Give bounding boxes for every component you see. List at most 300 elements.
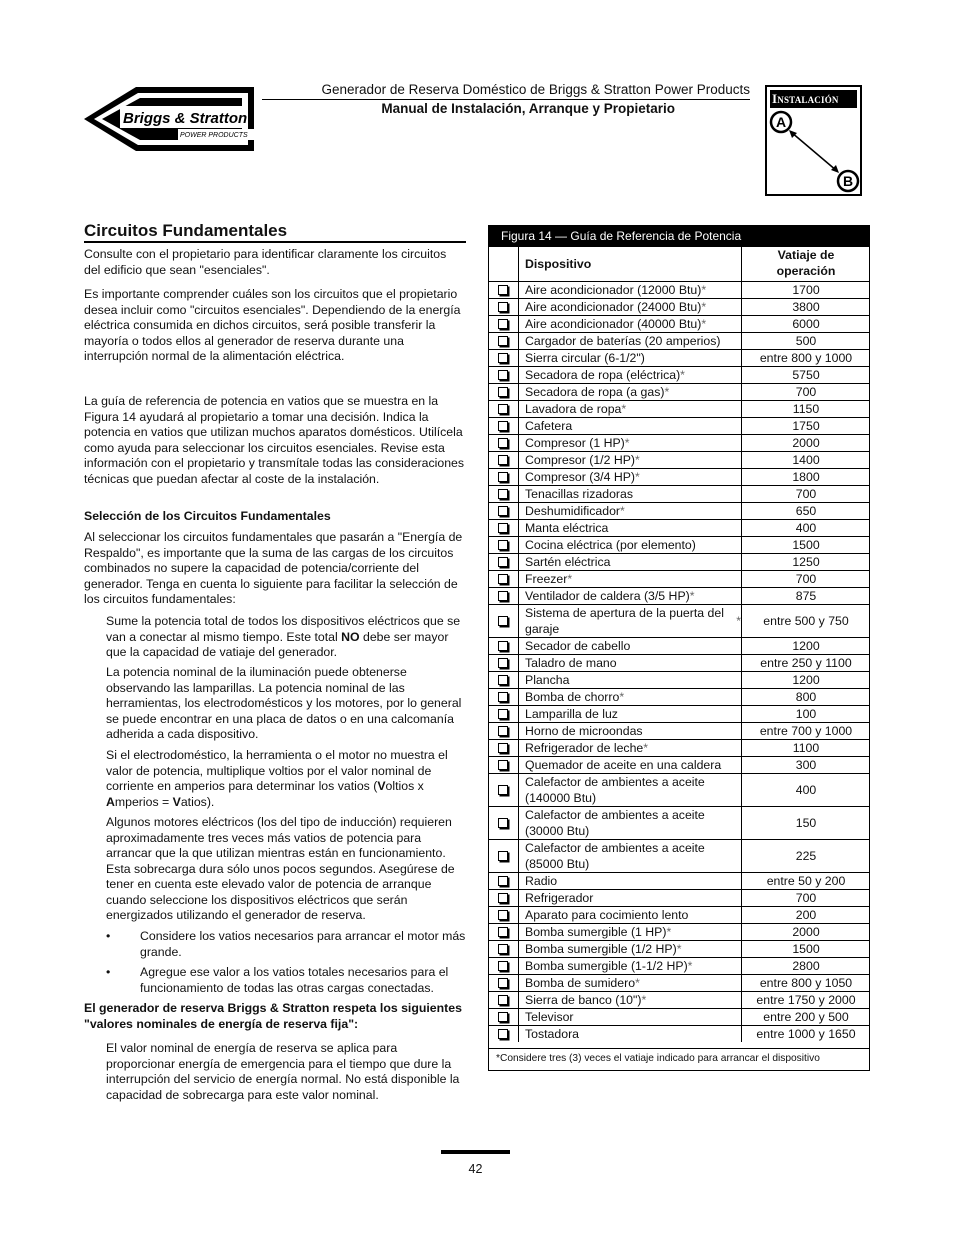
watts-cell: 700 bbox=[795, 572, 817, 586]
row-checkbox-cell bbox=[489, 774, 519, 806]
device-cell bbox=[519, 706, 742, 722]
paragraph-selection: Al seleccionar los circuitos fundamentales que pasarán a "Energía de Respaldo", es importante que la suma de las cargas de los circuitos combinados no supere la capacidad de potencia/corriente del generador. Tenga en cuenta lo siguiente para facilitar la selección de los circuitos fundamentales: bbox=[84, 530, 463, 606]
table-row bbox=[489, 974, 869, 991]
watts-cell: entre 800 y 1050 bbox=[759, 976, 853, 990]
device-name: Televisor bbox=[525, 1010, 574, 1024]
paragraph-standby-rating: El valor nominal de energía de reserva se aplica para proporcionar energía de emergencia para el tiempo que dure la interrupción del servicio de energía normal. No está disponible la capacidad de sobrecarga para este valor nominal. bbox=[106, 1041, 460, 1102]
device-cell bbox=[519, 452, 742, 468]
table-row bbox=[489, 417, 869, 434]
table-row bbox=[489, 722, 869, 739]
watts-cell: entre 1000 y 1650 bbox=[756, 1027, 856, 1041]
checkbox-icon bbox=[498, 353, 508, 363]
watts-cell: 150 bbox=[795, 816, 817, 830]
device-cell bbox=[519, 774, 742, 806]
device-name: Aire acondicionador (24000 Btu) bbox=[525, 300, 702, 314]
table-row bbox=[489, 1008, 869, 1025]
table-row bbox=[489, 1025, 869, 1042]
device-cell bbox=[519, 941, 742, 957]
checkbox-icon bbox=[498, 1029, 508, 1039]
device-name: Refrigerador bbox=[525, 891, 594, 905]
paragraph-sum-power bbox=[106, 614, 466, 661]
table-row bbox=[489, 349, 869, 366]
table-row bbox=[489, 806, 869, 839]
row-checkbox-cell bbox=[489, 588, 519, 604]
device-name: Cargador de baterías (20 amperios) bbox=[525, 334, 721, 348]
watts-cell: 875 bbox=[795, 589, 817, 603]
device-name: Bomba sumergible (1-1/2 HP) bbox=[525, 959, 688, 973]
section-title: Circuitos Fundamentales bbox=[84, 221, 288, 240]
table-row bbox=[489, 281, 869, 298]
row-checkbox-cell bbox=[489, 350, 519, 366]
table-row bbox=[489, 502, 869, 519]
device-cell bbox=[519, 299, 742, 315]
checkbox-icon bbox=[498, 910, 508, 920]
amps-initial: A bbox=[106, 794, 115, 809]
startup-asterisk: * bbox=[643, 741, 649, 755]
checkbox-icon bbox=[498, 557, 508, 567]
watts-cell: entre 700 y 1000 bbox=[759, 724, 853, 738]
device-cell bbox=[519, 807, 742, 839]
checkbox-icon bbox=[498, 726, 508, 736]
watts-cell: 2000 bbox=[792, 925, 820, 939]
device-name: Compresor (3/4 HP) bbox=[525, 470, 636, 484]
sum-power-text-b: debe ser mayor que la capacidad de vatiaje del generador. bbox=[106, 629, 449, 659]
checkbox-icon bbox=[498, 472, 508, 482]
device-name: Compresor (1 HP) bbox=[525, 436, 625, 450]
checkbox-icon bbox=[498, 658, 508, 668]
table-row bbox=[489, 906, 869, 923]
page-number-bar bbox=[441, 1150, 510, 1154]
device-cell bbox=[519, 873, 742, 889]
device-cell bbox=[519, 316, 742, 332]
briggs-stratton-logo bbox=[82, 84, 254, 154]
device-cell bbox=[519, 723, 742, 739]
checkbox-icon bbox=[498, 893, 508, 903]
row-checkbox-cell bbox=[489, 452, 519, 468]
watts-cell: 300 bbox=[795, 758, 817, 772]
watts-cell: 800 bbox=[795, 690, 817, 704]
row-checkbox-cell bbox=[489, 1026, 519, 1042]
table-row bbox=[489, 570, 869, 587]
row-checkbox-cell bbox=[489, 469, 519, 485]
watts-cell: entre 250 y 1100 bbox=[760, 656, 852, 670]
volts-amps-text-a: Si el electrodoméstico, la herramienta o el motor no muestra el valor de potencia, multiplique voltios por el valor nominal de corriente en amperios para determinar los vatios ( bbox=[106, 748, 448, 793]
device-cell bbox=[519, 1009, 742, 1025]
bullet-text: Considere los vatios necesarios para arrancar el motor más grande. bbox=[140, 929, 466, 959]
table-row bbox=[489, 400, 869, 417]
row-checkbox-cell bbox=[489, 740, 519, 756]
logo-brand-sub: POWER PRODUCTS bbox=[180, 132, 248, 139]
watts-cell: entre 200 y 500 bbox=[763, 1010, 849, 1024]
watts-cell: 5750 bbox=[792, 368, 820, 382]
table-body bbox=[489, 281, 869, 1042]
device-name: Calefactor de ambientes a aceite (85000 Btu) bbox=[525, 841, 705, 871]
checkbox-icon bbox=[498, 944, 508, 954]
table-row bbox=[489, 671, 869, 688]
checkbox-icon bbox=[498, 370, 508, 380]
row-checkbox-cell bbox=[489, 333, 519, 349]
row-checkbox-cell bbox=[489, 873, 519, 889]
startup-asterisk: * bbox=[666, 925, 672, 939]
row-checkbox-cell bbox=[489, 316, 519, 332]
row-checkbox-cell bbox=[489, 958, 519, 974]
row-checkbox-cell bbox=[489, 520, 519, 536]
device-name: Radio bbox=[525, 874, 558, 888]
bullet-dot: • bbox=[106, 965, 111, 979]
watts-cell: 700 bbox=[795, 891, 817, 905]
device-cell bbox=[519, 890, 742, 906]
table-row bbox=[489, 298, 869, 315]
header-rule bbox=[262, 99, 750, 100]
checkbox-icon bbox=[498, 743, 508, 753]
row-checkbox-cell bbox=[489, 367, 519, 383]
device-name: Taladro de mano bbox=[525, 656, 617, 670]
bullet-dot: • bbox=[106, 929, 111, 943]
watts-cell: 700 bbox=[795, 385, 817, 399]
watts-cell: 1800 bbox=[792, 470, 820, 484]
bullet-text: Agregue ese valor a los vatios totales necesarios para el funcionamiento de todas las otras cargas conectadas. bbox=[140, 965, 449, 995]
device-cell bbox=[519, 418, 742, 434]
device-cell bbox=[519, 571, 742, 587]
device-cell bbox=[519, 503, 742, 519]
row-checkbox-cell bbox=[489, 689, 519, 705]
checkbox-icon bbox=[498, 616, 508, 626]
device-name: Aparato para cocimiento lento bbox=[525, 908, 689, 922]
table-row bbox=[489, 688, 869, 705]
row-checkbox-cell bbox=[489, 890, 519, 906]
device-cell bbox=[519, 958, 742, 974]
bullet-largest-motor bbox=[106, 929, 466, 960]
table-row bbox=[489, 923, 869, 940]
table-row bbox=[489, 889, 869, 906]
device-name: Sistema de apertura de la puerta del garaje bbox=[525, 606, 724, 636]
checkbox-icon bbox=[498, 818, 508, 828]
watts-cell: entre 50 y 200 bbox=[766, 874, 846, 888]
watts-cell: 700 bbox=[795, 487, 817, 501]
checkbox-icon bbox=[498, 591, 508, 601]
section-tab-label: Instalación bbox=[770, 90, 857, 108]
row-checkbox-cell bbox=[489, 503, 519, 519]
row-checkbox-cell bbox=[489, 706, 519, 722]
table-row bbox=[489, 315, 869, 332]
device-cell bbox=[519, 1026, 742, 1042]
watts-cell: 1700 bbox=[792, 283, 820, 297]
checkbox-icon bbox=[498, 1012, 508, 1022]
table-row bbox=[489, 654, 869, 671]
table-row bbox=[489, 940, 869, 957]
checkbox-icon bbox=[498, 387, 508, 397]
checkbox-icon bbox=[498, 961, 508, 971]
device-cell bbox=[519, 588, 742, 604]
checkbox-icon bbox=[498, 404, 508, 414]
row-checkbox-cell bbox=[489, 282, 519, 298]
table-row bbox=[489, 957, 869, 974]
checkbox-icon bbox=[498, 506, 508, 516]
device-cell bbox=[519, 537, 742, 553]
row-checkbox-cell bbox=[489, 992, 519, 1008]
checkbox-icon bbox=[498, 574, 508, 584]
device-name: Calefactor de ambientes a aceite (30000 Btu) bbox=[525, 808, 705, 838]
volts-amps-text-b: oltios x bbox=[385, 779, 424, 793]
table-row bbox=[489, 756, 869, 773]
device-cell bbox=[519, 282, 742, 298]
badge-a-label: A bbox=[775, 114, 787, 130]
device-name: Bomba sumergible (1 HP) bbox=[525, 925, 667, 939]
table-row bbox=[489, 536, 869, 553]
row-checkbox-cell bbox=[489, 638, 519, 654]
watts-cell: entre 500 y 750 bbox=[763, 614, 849, 628]
row-checkbox-cell bbox=[489, 384, 519, 400]
header-subtitle: Manual de Instalación, Arranque y Propietario bbox=[381, 101, 675, 116]
table-row bbox=[489, 468, 869, 485]
device-cell bbox=[519, 486, 742, 502]
watts-cell: 400 bbox=[795, 521, 817, 535]
device-name: Bomba de chorro bbox=[525, 690, 620, 704]
row-checkbox-cell bbox=[489, 723, 519, 739]
table-row bbox=[489, 604, 869, 637]
device-name: Secador de cabello bbox=[525, 639, 631, 653]
device-cell bbox=[519, 605, 742, 637]
startup-asterisk: * bbox=[701, 300, 707, 314]
watts-cell: 6000 bbox=[792, 317, 820, 331]
volts-amps-text-d: atios). bbox=[180, 794, 215, 809]
checkbox-icon bbox=[498, 760, 508, 770]
device-cell bbox=[519, 975, 742, 991]
header-title: Generador de Reserva Doméstico de Briggs & Stratton Power Products bbox=[321, 82, 750, 97]
device-cell bbox=[519, 554, 742, 570]
checkbox-icon bbox=[498, 785, 508, 795]
device-cell bbox=[519, 384, 742, 400]
checkbox-icon bbox=[498, 978, 508, 988]
device-name: Tostadora bbox=[525, 1027, 580, 1041]
watts-cell: 3800 bbox=[792, 300, 820, 314]
sum-power-text-a: Sume la potencia total de todos los dispositivos eléctricos que se van a conectar al mismo tiempo. Este total bbox=[106, 614, 461, 644]
checkbox-icon bbox=[498, 641, 508, 651]
subheading-standby-rating: El generador de reserva Briggs & Stratton respeta los siguientes "valores nominales de energía de reserva fija": bbox=[84, 1001, 462, 1031]
checkbox-icon bbox=[498, 455, 508, 465]
watts-cell: 2000 bbox=[792, 436, 820, 450]
device-name: Secadora de ropa (a gas) bbox=[525, 385, 665, 399]
startup-asterisk: * bbox=[641, 993, 647, 1007]
startup-asterisk: * bbox=[567, 572, 573, 586]
watts-cell: entre 1750 y 2000 bbox=[756, 993, 856, 1007]
paragraph-power-guide: La guía de referencia de potencia en vatios que se muestra en la Figura 14 ayudará al propietario a tomar una decisión. Indica la potencia en vatios que utilizan muchos aparatos domésticos. Utilícela como ayuda para seleccionar los circuitos esenciales. Revise esta información con el propietario y transmítale todas las consideraciones técnicas que puedan afectar al coste de la instalación. bbox=[84, 394, 465, 486]
watts-cell: 100 bbox=[795, 707, 817, 721]
device-cell bbox=[519, 520, 742, 536]
row-checkbox-cell bbox=[489, 554, 519, 570]
header-watts: Vatiaje de operación bbox=[776, 248, 836, 278]
startup-asterisk: * bbox=[621, 402, 627, 416]
table-row bbox=[489, 991, 869, 1008]
device-name: Sartén eléctrica bbox=[525, 555, 611, 569]
startup-asterisk: * bbox=[689, 589, 695, 603]
startup-asterisk: * bbox=[676, 942, 682, 956]
table-row bbox=[489, 485, 869, 502]
checkbox-icon bbox=[498, 319, 508, 329]
device-name: Cafetera bbox=[525, 419, 573, 433]
device-name: Refrigerador de leche bbox=[525, 741, 644, 755]
table-row bbox=[489, 872, 869, 889]
device-name: Deshumidificador bbox=[525, 504, 621, 518]
device-cell bbox=[519, 757, 742, 773]
table-row bbox=[489, 637, 869, 654]
device-cell bbox=[519, 840, 742, 872]
row-checkbox-cell bbox=[489, 975, 519, 991]
device-cell bbox=[519, 435, 742, 451]
watts-cell: 1100 bbox=[792, 741, 820, 755]
device-name: Sierra de banco (10") bbox=[525, 993, 642, 1007]
table-row bbox=[489, 451, 869, 468]
device-cell bbox=[519, 740, 742, 756]
row-checkbox-cell bbox=[489, 401, 519, 417]
startup-asterisk: * bbox=[664, 385, 670, 399]
watts-cell: 2800 bbox=[792, 959, 820, 973]
table-row bbox=[489, 773, 869, 806]
device-name: Tenacillas rizadoras bbox=[525, 487, 633, 501]
badge-b-label: B bbox=[842, 173, 854, 189]
checkbox-icon bbox=[498, 927, 508, 937]
startup-asterisk: * bbox=[701, 283, 707, 297]
startup-asterisk: * bbox=[635, 470, 640, 484]
device-cell bbox=[519, 992, 742, 1008]
watts-cell: 1200 bbox=[792, 639, 820, 653]
page-number: 42 bbox=[468, 1162, 483, 1176]
watts-cell: 1150 bbox=[792, 402, 820, 416]
device-name: Manta eléctrica bbox=[525, 521, 609, 535]
device-name: Ventilador de caldera (3/5 HP) bbox=[525, 589, 690, 603]
row-checkbox-cell bbox=[489, 537, 519, 553]
watts-cell: 1200 bbox=[792, 673, 820, 687]
row-checkbox-cell bbox=[489, 807, 519, 839]
header-checkbox-column bbox=[489, 247, 519, 281]
row-checkbox-cell bbox=[489, 1009, 519, 1025]
table-row bbox=[489, 705, 869, 722]
row-checkbox-cell bbox=[489, 299, 519, 315]
checkbox-icon bbox=[498, 523, 508, 533]
device-cell bbox=[519, 638, 742, 654]
device-cell bbox=[519, 350, 742, 366]
startup-asterisk: * bbox=[680, 368, 685, 382]
header-device: Dispositivo bbox=[519, 247, 742, 281]
device-cell bbox=[519, 401, 742, 417]
device-cell bbox=[519, 924, 742, 940]
device-name: Quemador de aceite en una caldera bbox=[525, 758, 722, 772]
watts-cell: 400 bbox=[795, 783, 817, 797]
table-caption: Figura 14 — Guía de Referencia de Potencia bbox=[489, 226, 869, 247]
checkbox-icon bbox=[498, 302, 508, 312]
row-checkbox-cell bbox=[489, 840, 519, 872]
checkbox-icon bbox=[498, 336, 508, 346]
table-row bbox=[489, 332, 869, 349]
watts-cell: 1500 bbox=[792, 942, 820, 956]
row-checkbox-cell bbox=[489, 757, 519, 773]
device-name: Bomba sumergible (1/2 HP) bbox=[525, 942, 677, 956]
a-to-b-arrow-icon bbox=[767, 109, 860, 194]
table-row bbox=[489, 383, 869, 400]
paragraph-induction-motors: Algunos motores eléctricos (los del tipo de inducción) requieren aproximadamente tres veces más vatios de potencia para arrancar que la que utilizan mientras están en funcionamiento. Esta sobrecarga dura sólo unos pocos segundos. Asegúrese de tener en cuenta este elevado valor de potencia de arranque cuando seleccione los dispositivos eléctricos que serán energizados utilizando el generador de reserva. bbox=[106, 815, 455, 922]
device-cell bbox=[519, 655, 742, 671]
startup-asterisk: * bbox=[687, 959, 693, 973]
row-checkbox-cell bbox=[489, 907, 519, 923]
table-row bbox=[489, 366, 869, 383]
startup-asterisk: * bbox=[635, 453, 640, 467]
row-checkbox-cell bbox=[489, 486, 519, 502]
watts-cell: entre 800 y 1000 bbox=[759, 351, 853, 365]
section-rule bbox=[84, 241, 466, 243]
subheading-selection: Selección de los Circuitos Fundamentales bbox=[84, 509, 331, 523]
checkbox-icon bbox=[498, 285, 508, 295]
device-name: Plancha bbox=[525, 673, 570, 687]
table-row bbox=[489, 839, 869, 872]
paragraph-lighting-power: La potencia nominal de la iluminación puede obtenerse observando las lamparillas. La potencia nominal de las herramientas, los electrodomésticos y los motores, por lo general se puede encontrar en una placa de datos o en una calcomanía adherida a cada dispositivo. bbox=[106, 665, 462, 741]
startup-asterisk: * bbox=[619, 690, 625, 704]
sum-power-emphasis: NO bbox=[341, 629, 360, 644]
watts-cell: 225 bbox=[795, 849, 817, 863]
device-name: Lamparilla de luz bbox=[525, 707, 618, 721]
bullet-add-value bbox=[106, 965, 466, 996]
device-cell bbox=[519, 333, 742, 349]
row-checkbox-cell bbox=[489, 655, 519, 671]
startup-asterisk: * bbox=[624, 436, 630, 450]
table-row bbox=[489, 739, 869, 756]
watts-cell: 1500 bbox=[792, 538, 820, 552]
watts-initial: V bbox=[172, 794, 181, 809]
device-name: Lavadora de ropa bbox=[525, 402, 622, 416]
device-cell bbox=[519, 672, 742, 688]
checkbox-icon bbox=[498, 540, 508, 550]
checkbox-icon bbox=[498, 421, 508, 431]
table-header-row bbox=[489, 247, 869, 281]
paragraph-essential-circuits: Es importante comprender cuáles son los circuitos que el propietario desea incluir como "circuitos esenciales". Dependiendo de la energía eléctrica consumida en dichos circuitos, será posible transferir la mayoría o todos ellos al generador de reserva durante una interrupción normal de la alimentación eléctrica. bbox=[84, 287, 461, 363]
startup-asterisk: * bbox=[635, 976, 640, 990]
checkbox-icon bbox=[498, 851, 508, 861]
watts-cell: 1400 bbox=[792, 453, 820, 467]
device-name: Cocina eléctrica (por elemento) bbox=[525, 538, 696, 552]
row-checkbox-cell bbox=[489, 672, 519, 688]
device-cell bbox=[519, 367, 742, 383]
device-name: Sierra circular (6-1/2") bbox=[525, 351, 645, 365]
device-name: Horno de microondas bbox=[525, 724, 643, 738]
checkbox-icon bbox=[498, 692, 508, 702]
row-checkbox-cell bbox=[489, 924, 519, 940]
checkbox-icon bbox=[498, 675, 508, 685]
table-row bbox=[489, 553, 869, 570]
row-checkbox-cell bbox=[489, 571, 519, 587]
device-name: Compresor (1/2 HP) bbox=[525, 453, 636, 467]
row-checkbox-cell bbox=[489, 435, 519, 451]
power-reference-table bbox=[488, 225, 870, 1071]
watts-cell: 200 bbox=[795, 908, 817, 922]
table-row bbox=[489, 519, 869, 536]
device-name: Secadora de ropa (eléctrica) bbox=[525, 368, 681, 382]
checkbox-icon bbox=[498, 489, 508, 499]
device-cell bbox=[519, 689, 742, 705]
watts-cell: 650 bbox=[795, 504, 817, 518]
startup-asterisk: * bbox=[620, 504, 625, 518]
device-name: Freezer bbox=[525, 572, 568, 586]
checkbox-icon bbox=[498, 709, 508, 719]
startup-asterisk: * bbox=[736, 614, 741, 628]
table-row bbox=[489, 434, 869, 451]
table-row bbox=[489, 587, 869, 604]
watts-cell: 1250 bbox=[792, 555, 820, 569]
volts-initial: V bbox=[377, 779, 386, 793]
checkbox-icon bbox=[498, 995, 508, 1005]
checkbox-icon bbox=[498, 876, 508, 886]
paragraph-consult-owner: Consulte con el propietario para identificar claramente los circuitos del edificio que sean "esenciales". bbox=[84, 247, 447, 277]
device-name: Aire acondicionador (40000 Btu) bbox=[525, 317, 702, 331]
device-name: Calefactor de ambientes a aceite (140000 Btu) bbox=[525, 775, 705, 805]
